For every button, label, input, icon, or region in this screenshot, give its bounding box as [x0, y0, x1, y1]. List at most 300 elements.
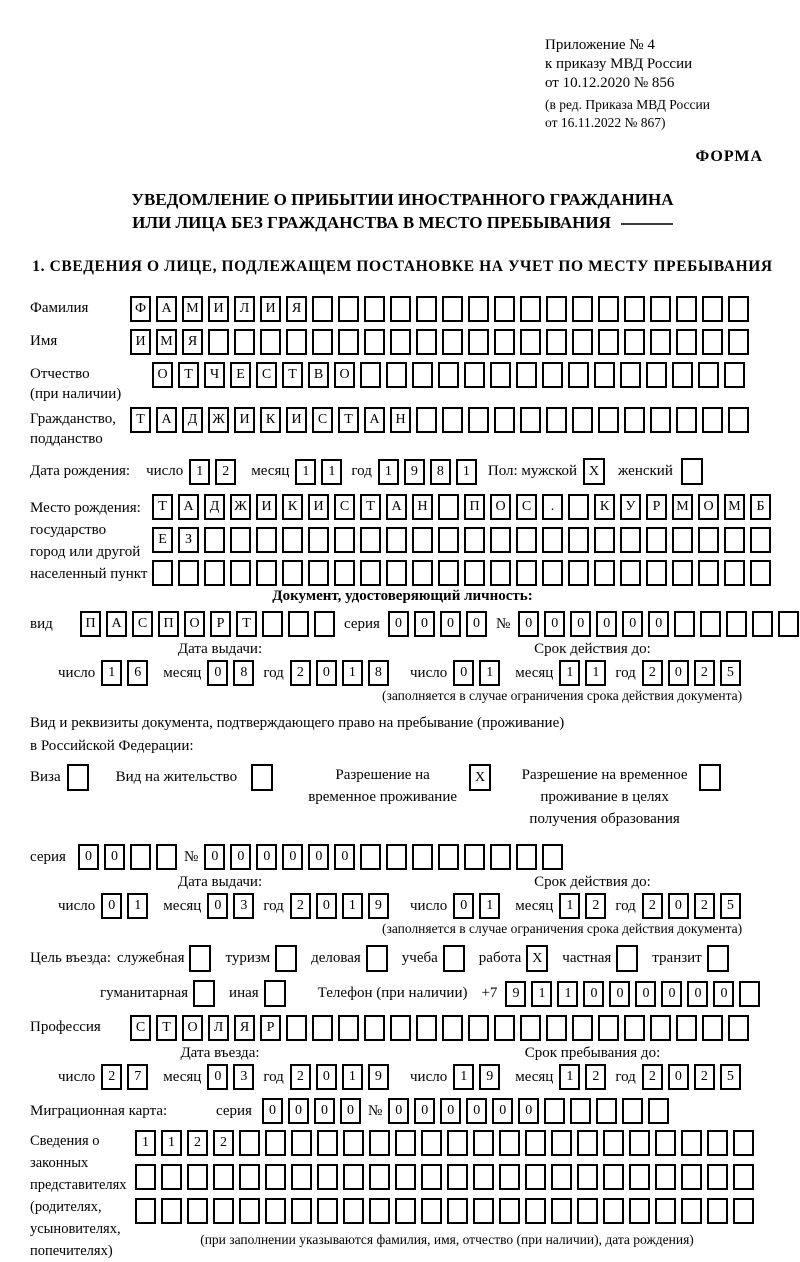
char-cell[interactable]: [620, 362, 641, 388]
char-cell[interactable]: Р: [210, 611, 231, 637]
char-cell[interactable]: 1: [161, 1130, 182, 1156]
char-cell[interactable]: 3: [233, 1064, 254, 1090]
char-cell[interactable]: 5: [720, 893, 741, 919]
char-cell[interactable]: [620, 560, 641, 586]
char-cell[interactable]: [468, 329, 489, 355]
char-cell[interactable]: [447, 1164, 468, 1190]
char-cell[interactable]: 0: [440, 611, 461, 637]
char-cell[interactable]: 2: [290, 893, 311, 919]
char-cell[interactable]: 0: [207, 1064, 228, 1090]
char-cell[interactable]: 8: [233, 660, 254, 686]
char-cell[interactable]: [412, 527, 433, 553]
char-cell[interactable]: [239, 1198, 260, 1224]
char-cell[interactable]: [520, 329, 541, 355]
char-cell[interactable]: [676, 296, 697, 322]
char-cell[interactable]: [494, 1015, 515, 1041]
char-cell[interactable]: О: [182, 1015, 203, 1041]
char-cell[interactable]: 7: [127, 1064, 148, 1090]
char-cell[interactable]: [230, 527, 251, 553]
char-cell[interactable]: [187, 1164, 208, 1190]
char-cell[interactable]: 0: [713, 981, 734, 1007]
char-cell[interactable]: [178, 560, 199, 586]
char-cell[interactable]: Д: [182, 407, 203, 433]
char-cell[interactable]: 6: [127, 660, 148, 686]
char-cell[interactable]: [468, 1015, 489, 1041]
char-cell[interactable]: 1: [101, 660, 122, 686]
char-cell[interactable]: [542, 527, 563, 553]
char-cell[interactable]: А: [386, 494, 407, 520]
char-cell[interactable]: 2: [585, 893, 606, 919]
char-cell[interactable]: [568, 560, 589, 586]
option-checkbox[interactable]: [616, 945, 638, 972]
char-cell[interactable]: .: [542, 494, 563, 520]
char-cell[interactable]: [546, 296, 567, 322]
char-cell[interactable]: 0: [635, 981, 656, 1007]
char-cell[interactable]: [262, 611, 283, 637]
char-cell[interactable]: [438, 362, 459, 388]
option-checkbox[interactable]: [264, 980, 286, 1007]
char-cell[interactable]: А: [178, 494, 199, 520]
char-cell[interactable]: [646, 362, 667, 388]
char-cell[interactable]: [568, 527, 589, 553]
char-cell[interactable]: [343, 1130, 364, 1156]
char-cell[interactable]: 9: [404, 459, 425, 485]
char-cell[interactable]: [594, 560, 615, 586]
char-cell[interactable]: 0: [668, 893, 689, 919]
char-cell[interactable]: 0: [308, 844, 329, 870]
char-cell[interactable]: 0: [596, 611, 617, 637]
char-cell[interactable]: С: [516, 494, 537, 520]
char-cell[interactable]: [516, 527, 537, 553]
char-cell[interactable]: 2: [213, 1130, 234, 1156]
char-cell[interactable]: [525, 1164, 546, 1190]
char-cell[interactable]: 0: [466, 1098, 487, 1124]
char-cell[interactable]: 0: [101, 893, 122, 919]
char-cell[interactable]: 0: [518, 1098, 539, 1124]
char-cell[interactable]: [390, 329, 411, 355]
char-cell[interactable]: [572, 329, 593, 355]
char-cell[interactable]: 0: [314, 1098, 335, 1124]
char-cell[interactable]: 1: [559, 660, 580, 686]
char-cell[interactable]: [390, 1015, 411, 1041]
char-cell[interactable]: [520, 407, 541, 433]
char-cell[interactable]: [724, 527, 745, 553]
char-cell[interactable]: [577, 1198, 598, 1224]
char-cell[interactable]: [650, 329, 671, 355]
char-cell[interactable]: 9: [368, 1064, 389, 1090]
char-cell[interactable]: [438, 527, 459, 553]
char-cell[interactable]: 2: [215, 459, 236, 485]
char-cell[interactable]: [360, 362, 381, 388]
char-cell[interactable]: И: [208, 296, 229, 322]
char-cell[interactable]: [525, 1130, 546, 1156]
char-cell[interactable]: [447, 1198, 468, 1224]
char-cell[interactable]: А: [156, 407, 177, 433]
char-cell[interactable]: [360, 844, 381, 870]
char-cell[interactable]: [412, 844, 433, 870]
char-cell[interactable]: [364, 1015, 385, 1041]
char-cell[interactable]: [546, 1015, 567, 1041]
char-cell[interactable]: [152, 560, 173, 586]
char-cell[interactable]: [648, 1098, 669, 1124]
char-cell[interactable]: 0: [687, 981, 708, 1007]
char-cell[interactable]: И: [308, 494, 329, 520]
char-cell[interactable]: П: [464, 494, 485, 520]
char-cell[interactable]: 0: [609, 981, 630, 1007]
char-cell[interactable]: [520, 1015, 541, 1041]
char-cell[interactable]: И: [234, 407, 255, 433]
char-cell[interactable]: [739, 981, 760, 1007]
char-cell[interactable]: [156, 844, 177, 870]
temp-residence-checkbox[interactable]: X: [469, 764, 491, 791]
char-cell[interactable]: 0: [453, 660, 474, 686]
char-cell[interactable]: 1: [342, 893, 363, 919]
char-cell[interactable]: [598, 329, 619, 355]
char-cell[interactable]: [386, 527, 407, 553]
char-cell[interactable]: [343, 1164, 364, 1190]
char-cell[interactable]: Т: [130, 407, 151, 433]
char-cell[interactable]: [442, 296, 463, 322]
char-cell[interactable]: [473, 1164, 494, 1190]
char-cell[interactable]: 0: [453, 893, 474, 919]
char-cell[interactable]: [364, 329, 385, 355]
char-cell[interactable]: [568, 362, 589, 388]
char-cell[interactable]: [282, 527, 303, 553]
char-cell[interactable]: М: [156, 329, 177, 355]
char-cell[interactable]: Н: [390, 407, 411, 433]
char-cell[interactable]: [187, 1198, 208, 1224]
char-cell[interactable]: Т: [178, 362, 199, 388]
char-cell[interactable]: [546, 407, 567, 433]
char-cell[interactable]: [288, 611, 309, 637]
char-cell[interactable]: [750, 560, 771, 586]
char-cell[interactable]: К: [594, 494, 615, 520]
char-cell[interactable]: [317, 1130, 338, 1156]
char-cell[interactable]: [603, 1130, 624, 1156]
char-cell[interactable]: [724, 560, 745, 586]
char-cell[interactable]: 2: [642, 893, 663, 919]
char-cell[interactable]: [676, 407, 697, 433]
char-cell[interactable]: 0: [207, 893, 228, 919]
char-cell[interactable]: А: [106, 611, 127, 637]
char-cell[interactable]: [412, 560, 433, 586]
char-cell[interactable]: [438, 494, 459, 520]
char-cell[interactable]: [338, 1015, 359, 1041]
char-cell[interactable]: [161, 1198, 182, 1224]
char-cell[interactable]: [161, 1164, 182, 1190]
char-cell[interactable]: [629, 1130, 650, 1156]
char-cell[interactable]: [702, 296, 723, 322]
option-checkbox[interactable]: [189, 945, 211, 972]
char-cell[interactable]: [135, 1164, 156, 1190]
char-cell[interactable]: Я: [182, 329, 203, 355]
char-cell[interactable]: [650, 407, 671, 433]
char-cell[interactable]: 0: [544, 611, 565, 637]
char-cell[interactable]: [499, 1164, 520, 1190]
temp-residence-education-checkbox[interactable]: [699, 764, 721, 791]
char-cell[interactable]: [542, 560, 563, 586]
char-cell[interactable]: [416, 329, 437, 355]
char-cell[interactable]: [702, 329, 723, 355]
char-cell[interactable]: 0: [518, 611, 539, 637]
char-cell[interactable]: И: [260, 296, 281, 322]
char-cell[interactable]: [490, 362, 511, 388]
char-cell[interactable]: [542, 844, 563, 870]
char-cell[interactable]: 0: [334, 844, 355, 870]
char-cell[interactable]: [655, 1164, 676, 1190]
char-cell[interactable]: 0: [570, 611, 591, 637]
char-cell[interactable]: 8: [430, 459, 451, 485]
sex-male-checkbox[interactable]: X: [583, 458, 605, 485]
char-cell[interactable]: [386, 844, 407, 870]
char-cell[interactable]: [438, 844, 459, 870]
char-cell[interactable]: [707, 1130, 728, 1156]
char-cell[interactable]: 1: [342, 660, 363, 686]
char-cell[interactable]: [551, 1130, 572, 1156]
char-cell[interactable]: [386, 362, 407, 388]
char-cell[interactable]: З: [178, 527, 199, 553]
char-cell[interactable]: [395, 1164, 416, 1190]
char-cell[interactable]: [416, 1015, 437, 1041]
char-cell[interactable]: 1: [557, 981, 578, 1007]
char-cell[interactable]: [624, 296, 645, 322]
char-cell[interactable]: Т: [236, 611, 257, 637]
char-cell[interactable]: [546, 329, 567, 355]
char-cell[interactable]: [516, 560, 537, 586]
char-cell[interactable]: Т: [156, 1015, 177, 1041]
char-cell[interactable]: 0: [104, 844, 125, 870]
char-cell[interactable]: 0: [207, 660, 228, 686]
char-cell[interactable]: 0: [661, 981, 682, 1007]
char-cell[interactable]: П: [80, 611, 101, 637]
char-cell[interactable]: 2: [101, 1064, 122, 1090]
char-cell[interactable]: [447, 1130, 468, 1156]
char-cell[interactable]: [317, 1198, 338, 1224]
char-cell[interactable]: [733, 1198, 754, 1224]
char-cell[interactable]: [442, 1015, 463, 1041]
char-cell[interactable]: [369, 1130, 390, 1156]
char-cell[interactable]: Ч: [204, 362, 225, 388]
char-cell[interactable]: [234, 329, 255, 355]
char-cell[interactable]: [317, 1164, 338, 1190]
char-cell[interactable]: [728, 296, 749, 322]
char-cell[interactable]: [416, 407, 437, 433]
char-cell[interactable]: [598, 407, 619, 433]
char-cell[interactable]: [135, 1198, 156, 1224]
char-cell[interactable]: [726, 611, 747, 637]
char-cell[interactable]: 1: [585, 660, 606, 686]
char-cell[interactable]: [700, 611, 721, 637]
char-cell[interactable]: [622, 1098, 643, 1124]
char-cell[interactable]: О: [334, 362, 355, 388]
char-cell[interactable]: 1: [135, 1130, 156, 1156]
char-cell[interactable]: [676, 329, 697, 355]
char-cell[interactable]: [620, 527, 641, 553]
char-cell[interactable]: [421, 1130, 442, 1156]
char-cell[interactable]: [390, 296, 411, 322]
char-cell[interactable]: [698, 527, 719, 553]
char-cell[interactable]: [681, 1130, 702, 1156]
char-cell[interactable]: [208, 329, 229, 355]
char-cell[interactable]: 0: [282, 844, 303, 870]
char-cell[interactable]: [707, 1164, 728, 1190]
char-cell[interactable]: [698, 362, 719, 388]
char-cell[interactable]: [291, 1130, 312, 1156]
char-cell[interactable]: [698, 560, 719, 586]
char-cell[interactable]: [464, 844, 485, 870]
char-cell[interactable]: [442, 407, 463, 433]
char-cell[interactable]: [490, 844, 511, 870]
char-cell[interactable]: [360, 527, 381, 553]
char-cell[interactable]: 5: [720, 660, 741, 686]
char-cell[interactable]: 0: [668, 1064, 689, 1090]
char-cell[interactable]: [702, 1015, 723, 1041]
char-cell[interactable]: 1: [321, 459, 342, 485]
char-cell[interactable]: 0: [262, 1098, 283, 1124]
residence-permit-checkbox[interactable]: [251, 764, 273, 791]
char-cell[interactable]: [256, 527, 277, 553]
char-cell[interactable]: [464, 560, 485, 586]
char-cell[interactable]: [572, 296, 593, 322]
char-cell[interactable]: Л: [234, 296, 255, 322]
char-cell[interactable]: 0: [466, 611, 487, 637]
char-cell[interactable]: [338, 329, 359, 355]
char-cell[interactable]: У: [620, 494, 641, 520]
char-cell[interactable]: [568, 494, 589, 520]
char-cell[interactable]: [629, 1164, 650, 1190]
char-cell[interactable]: [572, 407, 593, 433]
char-cell[interactable]: [646, 560, 667, 586]
char-cell[interactable]: [213, 1164, 234, 1190]
char-cell[interactable]: 0: [256, 844, 277, 870]
char-cell[interactable]: 1: [531, 981, 552, 1007]
char-cell[interactable]: [256, 560, 277, 586]
char-cell[interactable]: [672, 362, 693, 388]
char-cell[interactable]: 1: [295, 459, 316, 485]
char-cell[interactable]: 0: [388, 611, 409, 637]
char-cell[interactable]: [624, 1015, 645, 1041]
char-cell[interactable]: М: [724, 494, 745, 520]
char-cell[interactable]: [334, 560, 355, 586]
char-cell[interactable]: 9: [505, 981, 526, 1007]
char-cell[interactable]: [369, 1198, 390, 1224]
char-cell[interactable]: 0: [288, 1098, 309, 1124]
char-cell[interactable]: [494, 296, 515, 322]
option-checkbox[interactable]: [366, 945, 388, 972]
char-cell[interactable]: [473, 1130, 494, 1156]
option-checkbox[interactable]: [275, 945, 297, 972]
char-cell[interactable]: [312, 329, 333, 355]
char-cell[interactable]: [598, 296, 619, 322]
char-cell[interactable]: [494, 407, 515, 433]
char-cell[interactable]: [655, 1130, 676, 1156]
char-cell[interactable]: А: [156, 296, 177, 322]
char-cell[interactable]: [516, 844, 537, 870]
char-cell[interactable]: [395, 1198, 416, 1224]
char-cell[interactable]: Е: [152, 527, 173, 553]
char-cell[interactable]: [314, 611, 335, 637]
char-cell[interactable]: 3: [233, 893, 254, 919]
char-cell[interactable]: [260, 329, 281, 355]
char-cell[interactable]: 2: [694, 660, 715, 686]
char-cell[interactable]: И: [286, 407, 307, 433]
char-cell[interactable]: [728, 407, 749, 433]
char-cell[interactable]: Н: [412, 494, 433, 520]
char-cell[interactable]: [542, 362, 563, 388]
char-cell[interactable]: [603, 1164, 624, 1190]
char-cell[interactable]: 1: [456, 459, 477, 485]
char-cell[interactable]: А: [364, 407, 385, 433]
char-cell[interactable]: [577, 1164, 598, 1190]
char-cell[interactable]: П: [158, 611, 179, 637]
char-cell[interactable]: О: [152, 362, 173, 388]
char-cell[interactable]: О: [184, 611, 205, 637]
char-cell[interactable]: [672, 560, 693, 586]
char-cell[interactable]: [265, 1130, 286, 1156]
char-cell[interactable]: [204, 527, 225, 553]
char-cell[interactable]: 0: [204, 844, 225, 870]
char-cell[interactable]: [473, 1198, 494, 1224]
char-cell[interactable]: [594, 527, 615, 553]
char-cell[interactable]: [468, 407, 489, 433]
char-cell[interactable]: 0: [340, 1098, 361, 1124]
char-cell[interactable]: М: [672, 494, 693, 520]
char-cell[interactable]: [312, 296, 333, 322]
char-cell[interactable]: [291, 1198, 312, 1224]
char-cell[interactable]: [702, 407, 723, 433]
option-checkbox[interactable]: X: [526, 945, 548, 972]
char-cell[interactable]: Т: [282, 362, 303, 388]
char-cell[interactable]: [464, 527, 485, 553]
char-cell[interactable]: [646, 527, 667, 553]
char-cell[interactable]: [525, 1198, 546, 1224]
char-cell[interactable]: [650, 1015, 671, 1041]
char-cell[interactable]: 1: [559, 1064, 580, 1090]
char-cell[interactable]: 1: [479, 893, 500, 919]
char-cell[interactable]: 1: [479, 660, 500, 686]
char-cell[interactable]: М: [182, 296, 203, 322]
char-cell[interactable]: [265, 1164, 286, 1190]
char-cell[interactable]: [421, 1198, 442, 1224]
char-cell[interactable]: [421, 1164, 442, 1190]
char-cell[interactable]: [672, 527, 693, 553]
char-cell[interactable]: 0: [440, 1098, 461, 1124]
char-cell[interactable]: Р: [260, 1015, 281, 1041]
char-cell[interactable]: И: [130, 329, 151, 355]
char-cell[interactable]: Ф: [130, 296, 151, 322]
char-cell[interactable]: [130, 844, 151, 870]
char-cell[interactable]: [655, 1198, 676, 1224]
char-cell[interactable]: [676, 1015, 697, 1041]
char-cell[interactable]: Т: [360, 494, 381, 520]
char-cell[interactable]: [596, 1098, 617, 1124]
char-cell[interactable]: [750, 527, 771, 553]
char-cell[interactable]: О: [698, 494, 719, 520]
char-cell[interactable]: 2: [642, 660, 663, 686]
char-cell[interactable]: Я: [286, 296, 307, 322]
char-cell[interactable]: [464, 362, 485, 388]
char-cell[interactable]: Ж: [208, 407, 229, 433]
option-checkbox[interactable]: [443, 945, 465, 972]
char-cell[interactable]: [728, 329, 749, 355]
char-cell[interactable]: [308, 527, 329, 553]
char-cell[interactable]: 0: [492, 1098, 513, 1124]
char-cell[interactable]: 2: [187, 1130, 208, 1156]
char-cell[interactable]: 1: [127, 893, 148, 919]
char-cell[interactable]: [499, 1130, 520, 1156]
char-cell[interactable]: [681, 1198, 702, 1224]
char-cell[interactable]: К: [260, 407, 281, 433]
